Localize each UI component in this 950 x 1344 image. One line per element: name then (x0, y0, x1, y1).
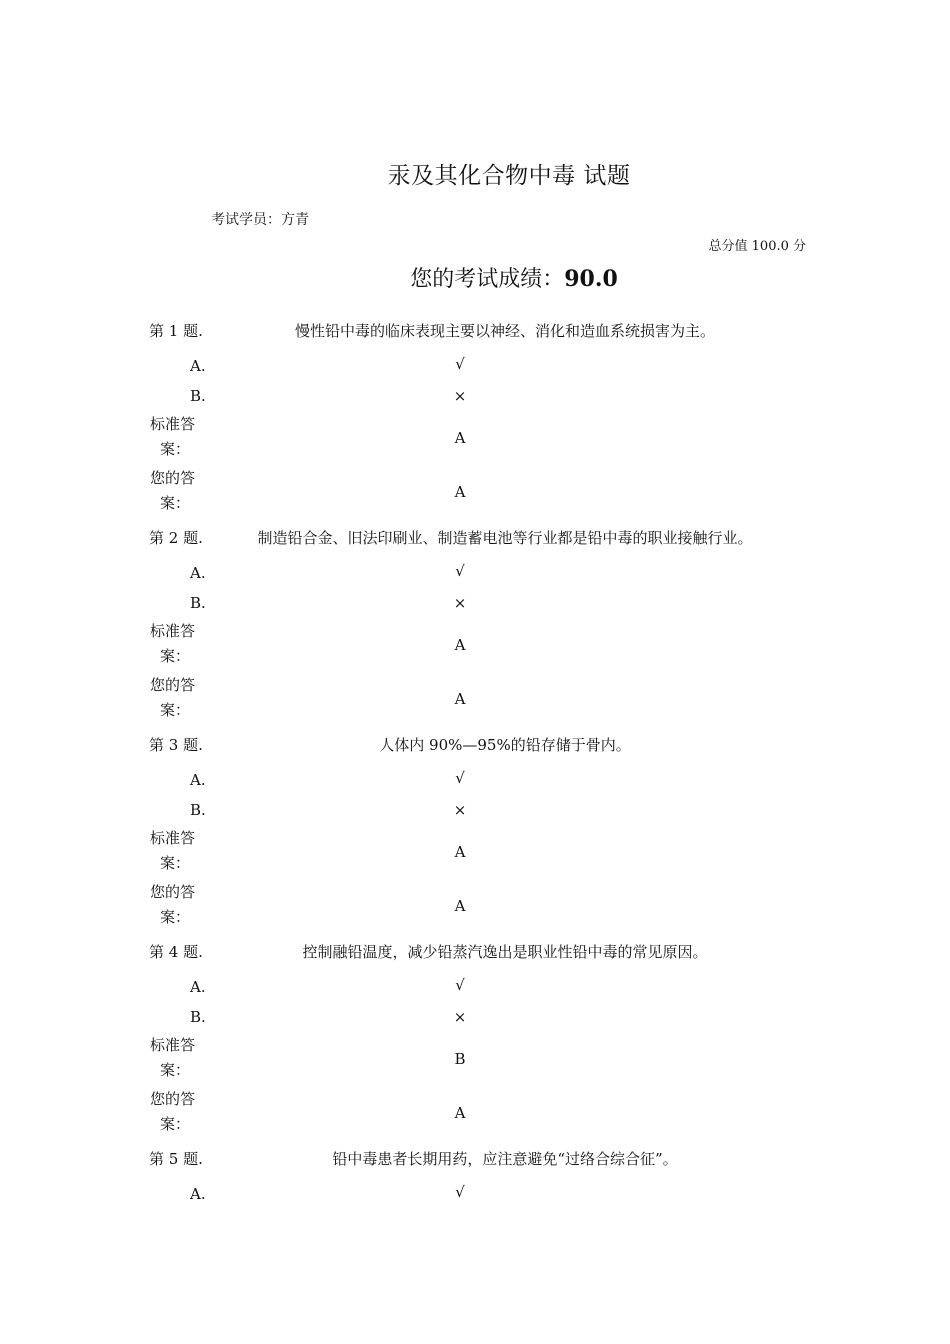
option-label: B. (190, 801, 206, 819)
option-label: B. (190, 1008, 206, 1026)
your-answer-label (150, 466, 202, 516)
option-label: A. (190, 771, 206, 789)
standard-answer-value: A (454, 429, 466, 447)
label-line: 标准答 (150, 622, 196, 640)
question-text: 人体内 90%—95%的铅存储于骨内。 (379, 736, 631, 754)
option-value: × (453, 1008, 467, 1026)
exam-score (0, 262, 950, 293)
option-value: √ (455, 355, 465, 373)
option-value: √ (455, 1183, 465, 1201)
question-5 (0, 1148, 950, 1218)
question-number: 第 4 题. (149, 943, 203, 961)
total-score: 总分值 100.0 分 (708, 239, 806, 254)
option-value: × (453, 387, 467, 405)
question-text: 慢性铅中毒的临床表现主要以神经、消化和造血系统损害为主。 (294, 322, 715, 340)
question-text: 制造铅合金、旧法印刷业、制造蓄电池等行业都是铅中毒的职业接触行业。 (257, 529, 753, 547)
standard-answer-label (150, 826, 202, 876)
option-value: √ (455, 769, 465, 787)
your-answer-value: A (454, 483, 466, 501)
your-answer-label (150, 1087, 202, 1137)
label-line: 标准答 (150, 415, 196, 433)
standard-answer-label (150, 619, 202, 669)
your-answer-value: A (454, 897, 466, 915)
option-label: A. (190, 564, 206, 582)
option-label: A. (190, 978, 206, 996)
label-line: 您的答 (150, 469, 196, 487)
label-line: 您的答 (150, 676, 196, 694)
question-number: 第 3 题. (149, 736, 203, 754)
your-answer-label (150, 673, 202, 723)
label-line: 标准答 (150, 829, 196, 847)
your-answer-value: A (454, 690, 466, 708)
option-label: B. (190, 387, 206, 405)
label-line: 案： (160, 1061, 191, 1079)
score-value: 90.0 (564, 266, 618, 292)
question-2 (0, 527, 950, 734)
student-name: 考试学员：方青 (211, 212, 309, 228)
question-number: 第 1 题. (149, 322, 203, 340)
option-label: A. (190, 1185, 206, 1203)
question-4 (0, 941, 950, 1148)
question-number: 第 5 题. (149, 1150, 203, 1168)
standard-answer-label (150, 412, 202, 462)
label-line: 您的答 (150, 1090, 196, 1108)
standard-answer-label (150, 1033, 202, 1083)
option-value: × (453, 801, 467, 819)
question-1 (0, 320, 950, 527)
question-number: 第 2 题. (149, 529, 203, 547)
label-line: 案： (160, 440, 191, 458)
option-value: × (453, 594, 467, 612)
standard-answer-value: B (454, 1050, 466, 1068)
label-line: 案： (160, 854, 191, 872)
label-line: 案： (160, 701, 191, 719)
your-answer-value: A (454, 1104, 466, 1122)
standard-answer-value: A (454, 843, 466, 861)
label-line: 案： (160, 494, 191, 512)
label-line: 案： (160, 647, 191, 665)
option-value: √ (455, 976, 465, 994)
label-line: 您的答 (150, 883, 196, 901)
option-label: A. (190, 357, 206, 375)
page-title: 汞及其化合物中毒 试题 (387, 163, 631, 189)
option-label: B. (190, 594, 206, 612)
question-3 (0, 734, 950, 941)
label-line: 案： (160, 1115, 191, 1133)
option-value: √ (455, 562, 465, 580)
question-text: 铅中毒患者长期用药，应注意避免“过络合综合征”。 (332, 1150, 678, 1168)
score-label: 您的考试成绩： (410, 267, 565, 292)
standard-answer-value: A (454, 636, 466, 654)
question-text: 控制融铅温度，减少铅蒸汽逸出是职业性铅中毒的常见原因。 (302, 943, 708, 961)
label-line: 案： (160, 908, 191, 926)
your-answer-label (150, 880, 202, 930)
label-line: 标准答 (150, 1036, 196, 1054)
